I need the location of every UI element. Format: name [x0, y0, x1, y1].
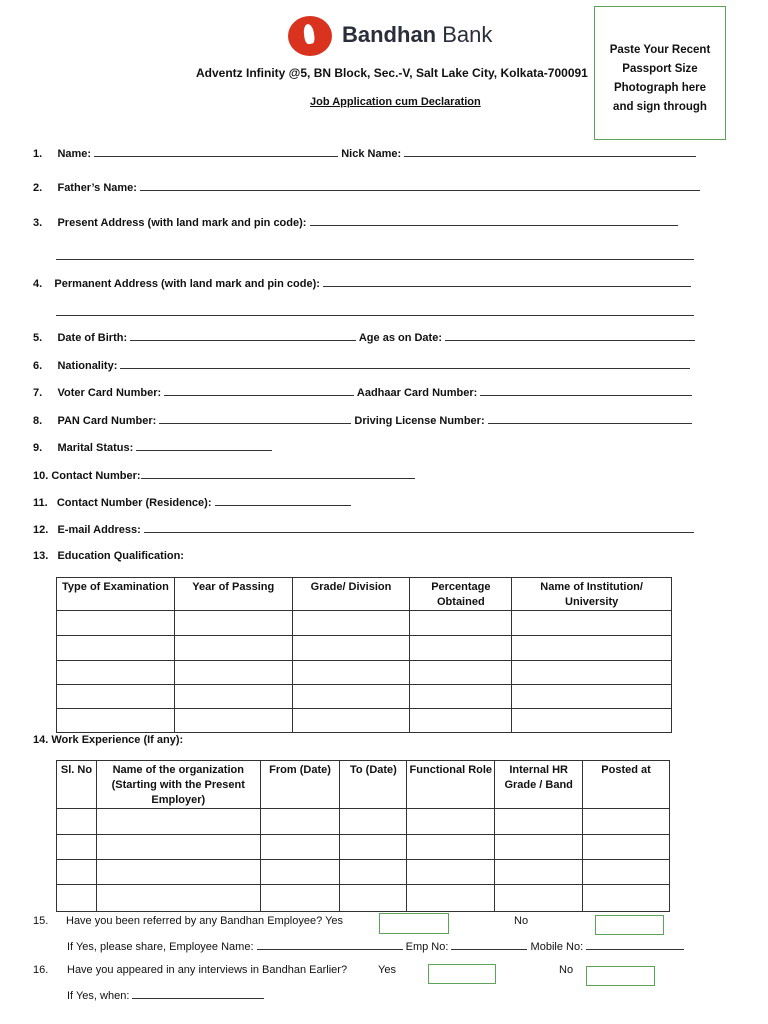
education-heading: 13. Education Qualification:	[33, 550, 184, 562]
table-cell[interactable]	[495, 860, 583, 885]
nick-name-field[interactable]	[404, 147, 696, 157]
table-cell[interactable]	[96, 860, 260, 885]
col-functional-role: Functional Role	[407, 761, 495, 809]
mobile-no-field[interactable]	[586, 940, 684, 950]
table-row	[57, 685, 672, 709]
experience-header-row	[57, 761, 670, 809]
table-cell[interactable]	[410, 709, 512, 733]
table-cell[interactable]	[57, 809, 97, 835]
marital-status-label: Marital Status:	[57, 442, 134, 454]
contact-number-field[interactable]	[141, 469, 415, 479]
photo-instructions: Paste Your Recent Passport Size Photograph here and sign through	[609, 44, 711, 113]
table-cell[interactable]	[583, 809, 670, 835]
table-row	[57, 885, 670, 912]
table-cell[interactable]	[292, 611, 410, 636]
table-cell[interactable]	[407, 809, 495, 835]
driving-license-label: Driving License Number:	[354, 415, 485, 427]
table-cell[interactable]	[174, 709, 292, 733]
table-cell[interactable]	[96, 885, 260, 912]
table-cell[interactable]	[174, 611, 292, 636]
table-cell[interactable]	[495, 885, 583, 912]
permanent-address-label: Permanent Address (with land mark and pin code):	[54, 278, 320, 290]
table-cell[interactable]	[407, 860, 495, 885]
bank-logo-mark-icon	[288, 16, 332, 56]
nick-name-label: Nick Name:	[341, 148, 402, 160]
employee-name-field[interactable]	[257, 940, 403, 950]
col-organization: Name of the organization (Starting with the Present Employer)	[96, 761, 260, 809]
col-serial-no: Sl. No	[57, 761, 97, 809]
table-row	[57, 835, 670, 860]
col-posted-at: Posted at	[583, 761, 670, 809]
aadhaar-field[interactable]	[480, 386, 692, 396]
table-cell[interactable]	[512, 709, 672, 733]
field-dob-row: 5. Date of Birth: Age as on Date:	[33, 331, 695, 344]
q15-number: 15.	[33, 915, 49, 927]
email-label: E-mail Address:	[57, 524, 141, 536]
table-cell[interactable]	[57, 685, 175, 709]
table-cell[interactable]	[96, 809, 260, 835]
table-cell[interactable]	[292, 636, 410, 661]
q16-followup-row	[67, 989, 264, 1002]
q15-followup-row	[67, 940, 684, 953]
table-row	[57, 860, 670, 885]
q15-no-label: No	[514, 915, 529, 927]
table-cell[interactable]	[57, 636, 175, 661]
contact-number-label: Contact Number:	[51, 470, 141, 482]
q16-no-label: No	[559, 964, 574, 976]
table-cell[interactable]	[174, 636, 292, 661]
field-permanent-address-row: 4. Permanent Address (with land mark and pin code):	[33, 277, 691, 290]
name-label: Name:	[57, 148, 92, 160]
table-cell[interactable]	[583, 860, 670, 885]
table-cell[interactable]	[512, 661, 672, 685]
father-name-field[interactable]	[140, 181, 700, 191]
father-name-label: Father’s Name:	[57, 182, 137, 194]
table-cell[interactable]	[410, 661, 512, 685]
q16-question: Have you appeared in any interviews in Bandhan Earlier?	[67, 964, 348, 976]
bank-logo-text: Bandhan Bank	[342, 22, 493, 47]
table-cell[interactable]	[57, 709, 175, 733]
table-cell[interactable]	[410, 685, 512, 709]
q16-number: 16.	[33, 964, 49, 976]
table-cell[interactable]	[174, 685, 292, 709]
field-name-row: 1. Name: Nick Name:	[33, 147, 696, 160]
dob-label: Date of Birth:	[57, 332, 128, 344]
table-cell[interactable]	[407, 885, 495, 912]
table-cell[interactable]	[340, 860, 407, 885]
table-cell[interactable]	[260, 885, 340, 912]
table-cell[interactable]	[292, 709, 410, 733]
table-cell[interactable]	[512, 685, 672, 709]
col-percentage: Percentage Obtained	[410, 578, 512, 611]
nationality-field[interactable]	[120, 359, 690, 369]
field-email-row: 12. E-mail Address:	[33, 523, 694, 536]
table-cell[interactable]	[292, 661, 410, 685]
pan-card-field[interactable]	[159, 414, 351, 424]
table-cell[interactable]	[340, 835, 407, 860]
table-cell[interactable]	[260, 809, 340, 835]
field-pan-row: 8. PAN Card Number: Driving License Number:	[33, 414, 692, 427]
emp-no-label: Emp No:	[405, 941, 449, 953]
field-residence-row: 11. Contact Number (Residence):	[33, 496, 351, 509]
voter-card-label: Voter Card Number:	[57, 387, 162, 399]
table-cell[interactable]	[96, 835, 260, 860]
table-row	[57, 611, 672, 636]
col-exam-type: Type of Examination	[57, 578, 175, 611]
education-header-row	[57, 578, 672, 611]
name-field[interactable]	[94, 147, 338, 157]
q16-yes-label: Yes	[378, 964, 396, 976]
field-voter-row: 7. Voter Card Number: Aadhaar Card Number:	[33, 386, 692, 399]
col-year-passing: Year of Passing	[174, 578, 292, 611]
education-table	[56, 577, 672, 733]
table-row	[57, 636, 672, 661]
q16-no-checkbox[interactable]	[586, 966, 655, 986]
dob-field[interactable]	[130, 331, 356, 341]
employee-name-label: If Yes, please share, Employee Name:	[67, 941, 254, 953]
table-cell[interactable]	[340, 885, 407, 912]
emp-no-field[interactable]	[451, 940, 527, 950]
col-to-date: To (Date)	[340, 761, 407, 809]
age-field[interactable]	[445, 331, 695, 341]
form-title: Job Application cum Declaration	[310, 96, 481, 108]
bank-logo	[288, 14, 508, 58]
field-marital-row: 9. Marital Status:	[33, 441, 272, 454]
q16-yes-checkbox[interactable]	[428, 964, 496, 984]
permanent-address-field-line-2[interactable]	[56, 307, 694, 316]
passport-photo-box[interactable]	[594, 6, 726, 140]
residence-contact-field[interactable]	[215, 496, 351, 506]
pan-card-label: PAN Card Number:	[57, 415, 157, 427]
table-cell[interactable]	[260, 860, 340, 885]
table-cell[interactable]	[410, 636, 512, 661]
field-nationality-row: 6. Nationality:	[33, 359, 690, 372]
table-cell[interactable]	[495, 809, 583, 835]
field-contact-row: 10. Contact Number:	[33, 469, 415, 482]
table-cell[interactable]	[260, 835, 340, 860]
nationality-label: Nationality:	[57, 360, 118, 372]
work-experience-heading: 14. Work Experience (If any):	[33, 734, 184, 746]
aadhaar-label: Aadhaar Card Number:	[356, 387, 478, 399]
table-row	[57, 709, 672, 733]
email-field[interactable]	[144, 523, 694, 533]
present-address-field-line-2[interactable]	[56, 251, 694, 260]
age-label: Age as on Date:	[358, 332, 442, 344]
table-cell[interactable]	[57, 611, 175, 636]
marital-status-field[interactable]	[136, 441, 272, 451]
table-cell[interactable]	[407, 835, 495, 860]
table-cell[interactable]	[57, 661, 175, 685]
table-cell[interactable]	[583, 835, 670, 860]
table-cell[interactable]	[583, 885, 670, 912]
q15-no-checkbox[interactable]	[595, 915, 664, 935]
col-institution: Name of Institution/ University	[512, 578, 672, 611]
table-cell[interactable]	[410, 611, 512, 636]
table-cell[interactable]	[57, 835, 97, 860]
mobile-no-label: Mobile No:	[530, 941, 584, 953]
driving-license-field[interactable]	[488, 414, 692, 424]
table-row	[57, 809, 670, 835]
table-cell[interactable]	[495, 835, 583, 860]
interview-when-field[interactable]	[132, 989, 264, 999]
q15-yes-checkbox[interactable]	[379, 913, 449, 934]
table-cell[interactable]	[57, 860, 97, 885]
table-cell[interactable]	[57, 885, 97, 912]
col-hr-grade: Internal HR Grade / Band	[495, 761, 583, 809]
field-father-row: 2. Father’s Name:	[33, 181, 700, 194]
interview-when-label: If Yes, when:	[67, 990, 130, 1002]
voter-card-field[interactable]	[164, 386, 354, 396]
field-present-address-row: 3. Present Address (with land mark and pin code):	[33, 216, 678, 229]
office-address: Adventz Infinity @5, BN Block, Sec.-V, Salt Lake City, Kolkata-700091	[196, 66, 588, 80]
residence-contact-label: Contact Number (Residence):	[56, 497, 212, 509]
table-cell[interactable]	[340, 809, 407, 835]
col-from-date: From (Date)	[260, 761, 340, 809]
permanent-address-field[interactable]	[323, 277, 691, 287]
present-address-field[interactable]	[310, 216, 678, 226]
table-cell[interactable]	[512, 611, 672, 636]
col-grade-division: Grade/ Division	[292, 578, 410, 611]
work-experience-table	[56, 760, 670, 912]
table-cell[interactable]	[512, 636, 672, 661]
present-address-label: Present Address (with land mark and pin code):	[57, 217, 307, 229]
q15-question: Have you been referred by any Bandhan Employee? Yes	[66, 915, 344, 927]
table-row	[57, 661, 672, 685]
table-cell[interactable]	[292, 685, 410, 709]
table-cell[interactable]	[174, 661, 292, 685]
